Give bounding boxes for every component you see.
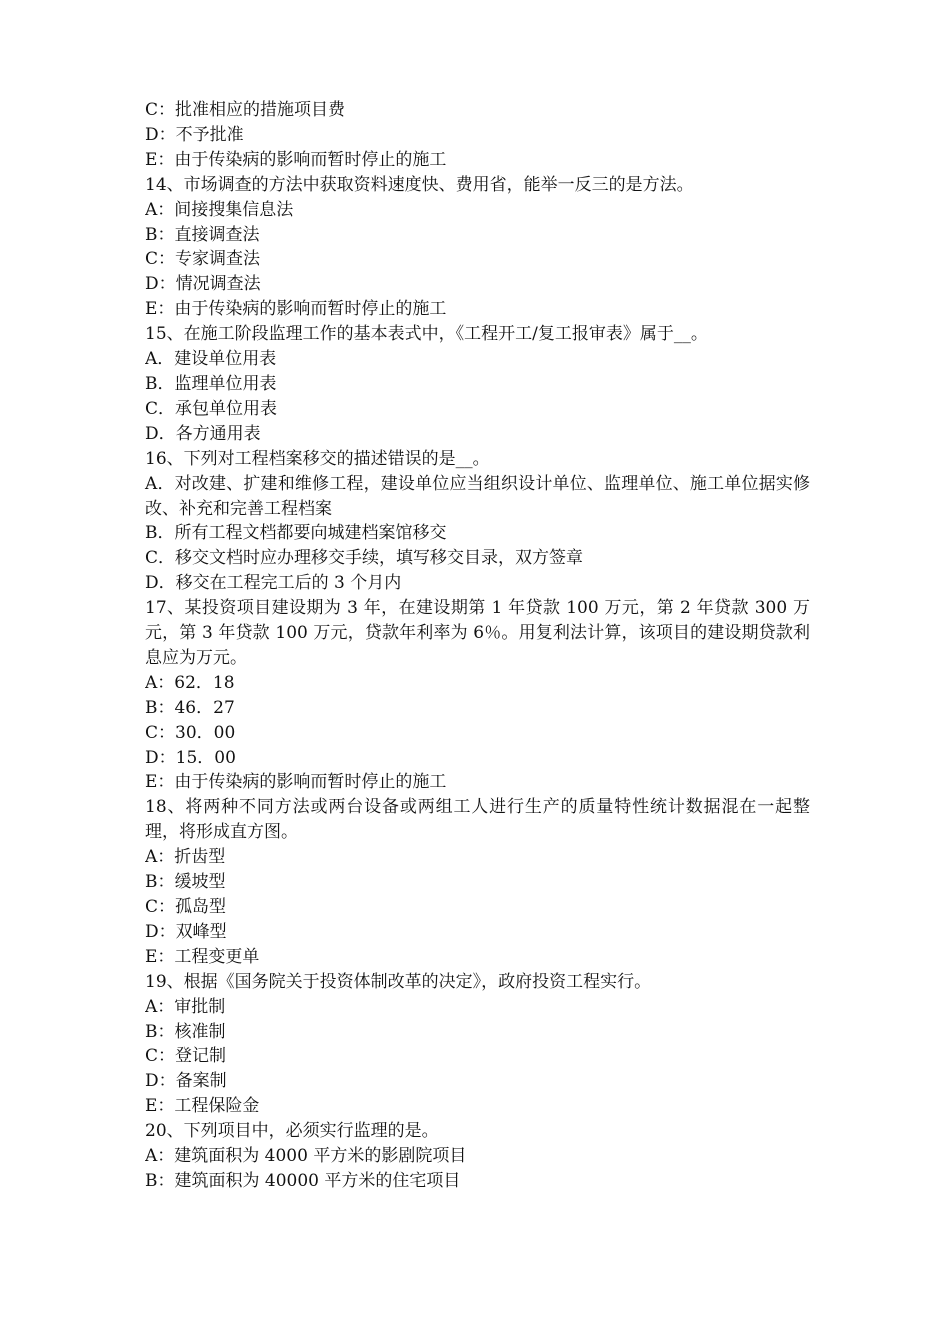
option-line: B：建筑面积为 40000 平方米的住宅项目 bbox=[145, 1170, 461, 1191]
option-line: E：工程保险金 bbox=[145, 1096, 260, 1117]
option-line: B：核准制 bbox=[145, 1021, 226, 1042]
option-line: C：孤岛型 bbox=[145, 897, 227, 917]
option-line: A：建筑面积为 4000 平方米的影剧院项目 bbox=[145, 1146, 467, 1167]
option-line: A：审批制 bbox=[145, 996, 226, 1017]
option-line: C：30．00 bbox=[145, 722, 236, 743]
question-19: 19、根据《国务院关于投资体制改革的决定》，政府投资工程实行。 bbox=[145, 971, 652, 992]
option-line: E：由于传染病的影响而暂时停止的施工 bbox=[145, 299, 447, 320]
option-line: B．监理单位用表 bbox=[145, 373, 277, 394]
option-line: D：情况调查法 bbox=[145, 274, 261, 295]
option-line: C：专家调查法 bbox=[145, 249, 261, 270]
option-line: E：由于传染病的影响而暂时停止的施工 bbox=[145, 772, 447, 793]
question-15: 15、在施工阶段监理工作的基本表式中，《工程开工/复工报审表》属于__。 bbox=[145, 324, 708, 345]
option-line: D：15．00 bbox=[145, 747, 236, 768]
option-line: B：缓坡型 bbox=[145, 872, 226, 893]
option-line: D：双峰型 bbox=[145, 921, 227, 942]
option-line: E：工程变更单 bbox=[145, 946, 260, 967]
question-20: 20、下列项目中，必须实行监理的是。 bbox=[145, 1121, 439, 1142]
option-line: A：62．18 bbox=[145, 672, 235, 693]
question-14: 14、市场调查的方法中获取资料速度快、费用省，能举一反三的是方法。 bbox=[145, 174, 694, 195]
question-17: 17、某投资项目建设期为 3 年，在建设期第 1 年贷款 100 万元，第 2 年贷款 300 万元，第 3 年贷款 100 万元，贷款年利率为 6％。用复利法计算，该项目的建设期贷款利息应为万元。 bbox=[145, 598, 810, 668]
option-line: C：登记制 bbox=[145, 1046, 227, 1067]
option-line: C：批准相应的措施项目费 bbox=[145, 100, 346, 120]
option-line: D：不予批准 bbox=[145, 124, 244, 145]
option-line: C．移交文档时应办理移交手续，填写移交目录，双方签章 bbox=[145, 548, 584, 569]
option-line: D．各方通用表 bbox=[145, 423, 261, 444]
document-body bbox=[145, 98, 810, 1194]
option-line: E：由于传染病的影响而暂时停止的施工 bbox=[145, 149, 447, 170]
question-16: 16、下列对工程档案移交的描述错误的是__。 bbox=[145, 448, 490, 469]
option-line: A：折齿型 bbox=[145, 847, 226, 868]
option-line: D：备案制 bbox=[145, 1071, 227, 1092]
option-line: A：间接搜集信息法 bbox=[145, 199, 294, 220]
option-line: B．所有工程文档都要向城建档案馆移交 bbox=[145, 523, 447, 544]
option-line: D．移交在工程完工后的 3 个月内 bbox=[145, 573, 402, 594]
option-line: B：46．27 bbox=[145, 697, 235, 718]
option-line: C．承包单位用表 bbox=[145, 398, 278, 419]
question-18: 18、将两种不同方法或两台设备或两组工人进行生产的质量特性统计数据混在一起整理，将形成直方图。 bbox=[145, 797, 810, 843]
option-line: B：直接调查法 bbox=[145, 224, 260, 245]
option-line: A．对改建、扩建和维修工程，建设单位应当组织设计单位、监理单位、施工单位据实修改、补充和完善工程档案 bbox=[145, 473, 810, 519]
option-line: A．建设单位用表 bbox=[145, 349, 277, 370]
